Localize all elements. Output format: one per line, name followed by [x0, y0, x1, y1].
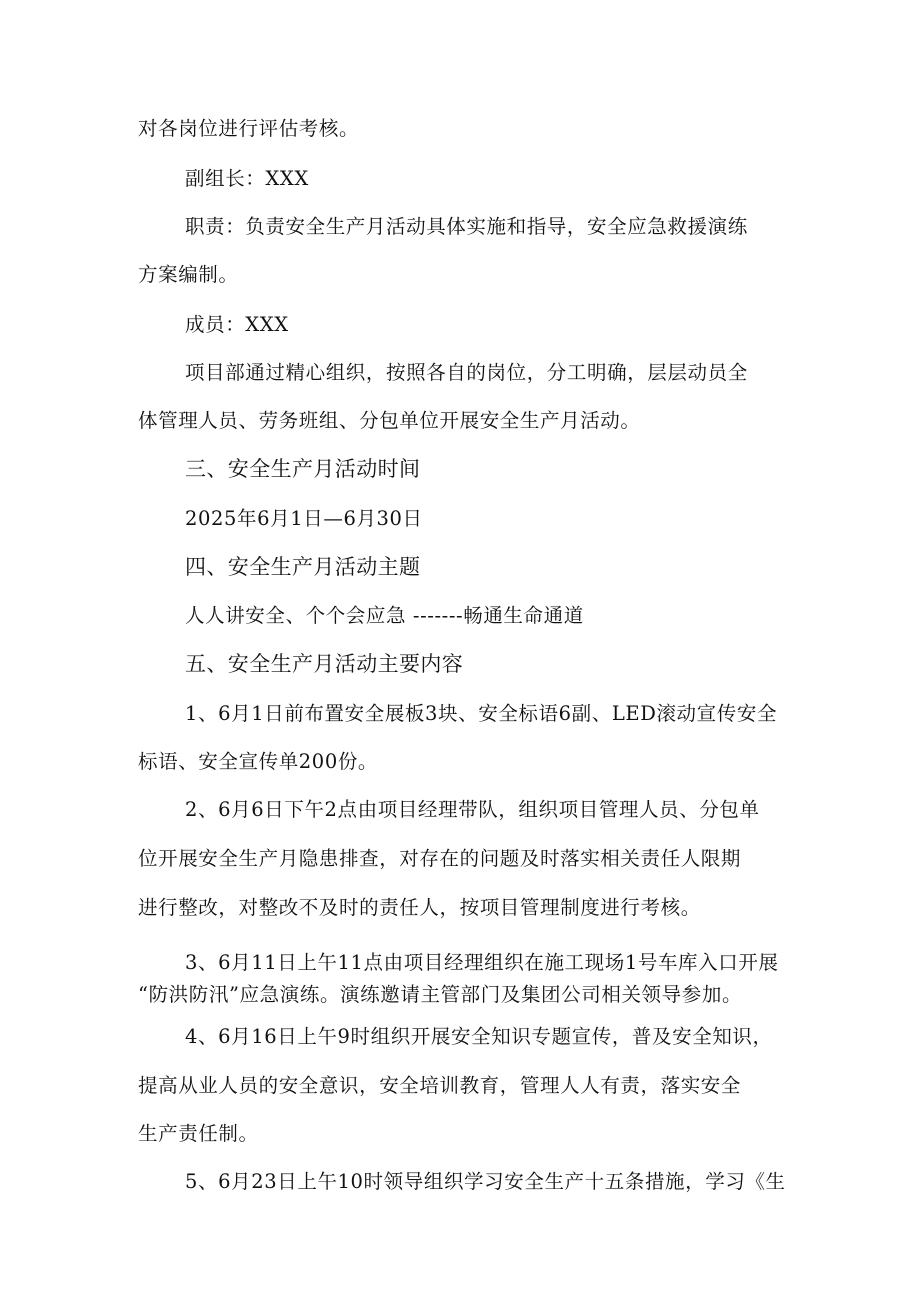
activity-dates: 2025年6月1日—6月30日 [185, 507, 423, 530]
paragraph-line: 位开展安全生产月隐患排查，对存在的问题及时落实相关责任人限期 [138, 847, 742, 870]
paragraph-line: 生产责任制。 [138, 1122, 259, 1145]
section-heading-time: 三、安全生产月活动时间 [185, 457, 421, 481]
paragraph-line: 对各岗位进行评估考核。 [138, 117, 360, 140]
paragraph-line: “防洪防汛”应急演练。演练邀请主管部门及集团公司相关领导参加。 [138, 983, 743, 1006]
content-item-4: 4、6月16日上午9时组织开展安全知识专题宣传，普及安全知识， [185, 1025, 773, 1048]
content-item-3: 3、6月11日上午11点由项目经理组织在施工现场1号车库入口开展 [185, 951, 779, 974]
paragraph-line: 项目部通过精心组织，按照各自的岗位，分工明确，层层动员全 [185, 361, 748, 384]
paragraph-line: 进行整改，对整改不及时的责任人，按项目管理制度进行考核。 [138, 896, 701, 919]
paragraph-line: 标语、安全宣传单200份。 [138, 750, 379, 773]
deputy-leader-line: 副组长：XXX [185, 167, 309, 190]
content-item-1: 1、6月1日前布置安全展板3块、安全标语6副、LED滚动宣传安全 [185, 702, 778, 725]
content-item-5: 5、6月23日上午10时领导组织学习安全生产十五条措施，学习《生 [185, 1170, 786, 1193]
paragraph-line: 体管理人员、劳务班组、分包单位开展安全生产月活动。 [138, 409, 641, 432]
activity-theme: 人人讲安全、个个会应急 -------畅通生命通道 [185, 604, 584, 627]
members-line: 成员：XXX [185, 313, 289, 336]
section-heading-content: 五、安全生产月活动主要内容 [185, 652, 464, 676]
duty-line: 职责：负责安全生产月活动具体实施和指导，安全应急救援演练 [185, 215, 748, 238]
paragraph-line: 方案编制。 [138, 263, 239, 286]
content-item-2: 2、6月6日下午2点由项目经理带队，组织项目管理人员、分包单 [185, 798, 760, 821]
paragraph-line: 提高从业人员的安全意识，安全培训教育，管理人人有责，落实安全 [138, 1074, 742, 1097]
section-heading-theme: 四、安全生产月活动主题 [185, 555, 421, 579]
